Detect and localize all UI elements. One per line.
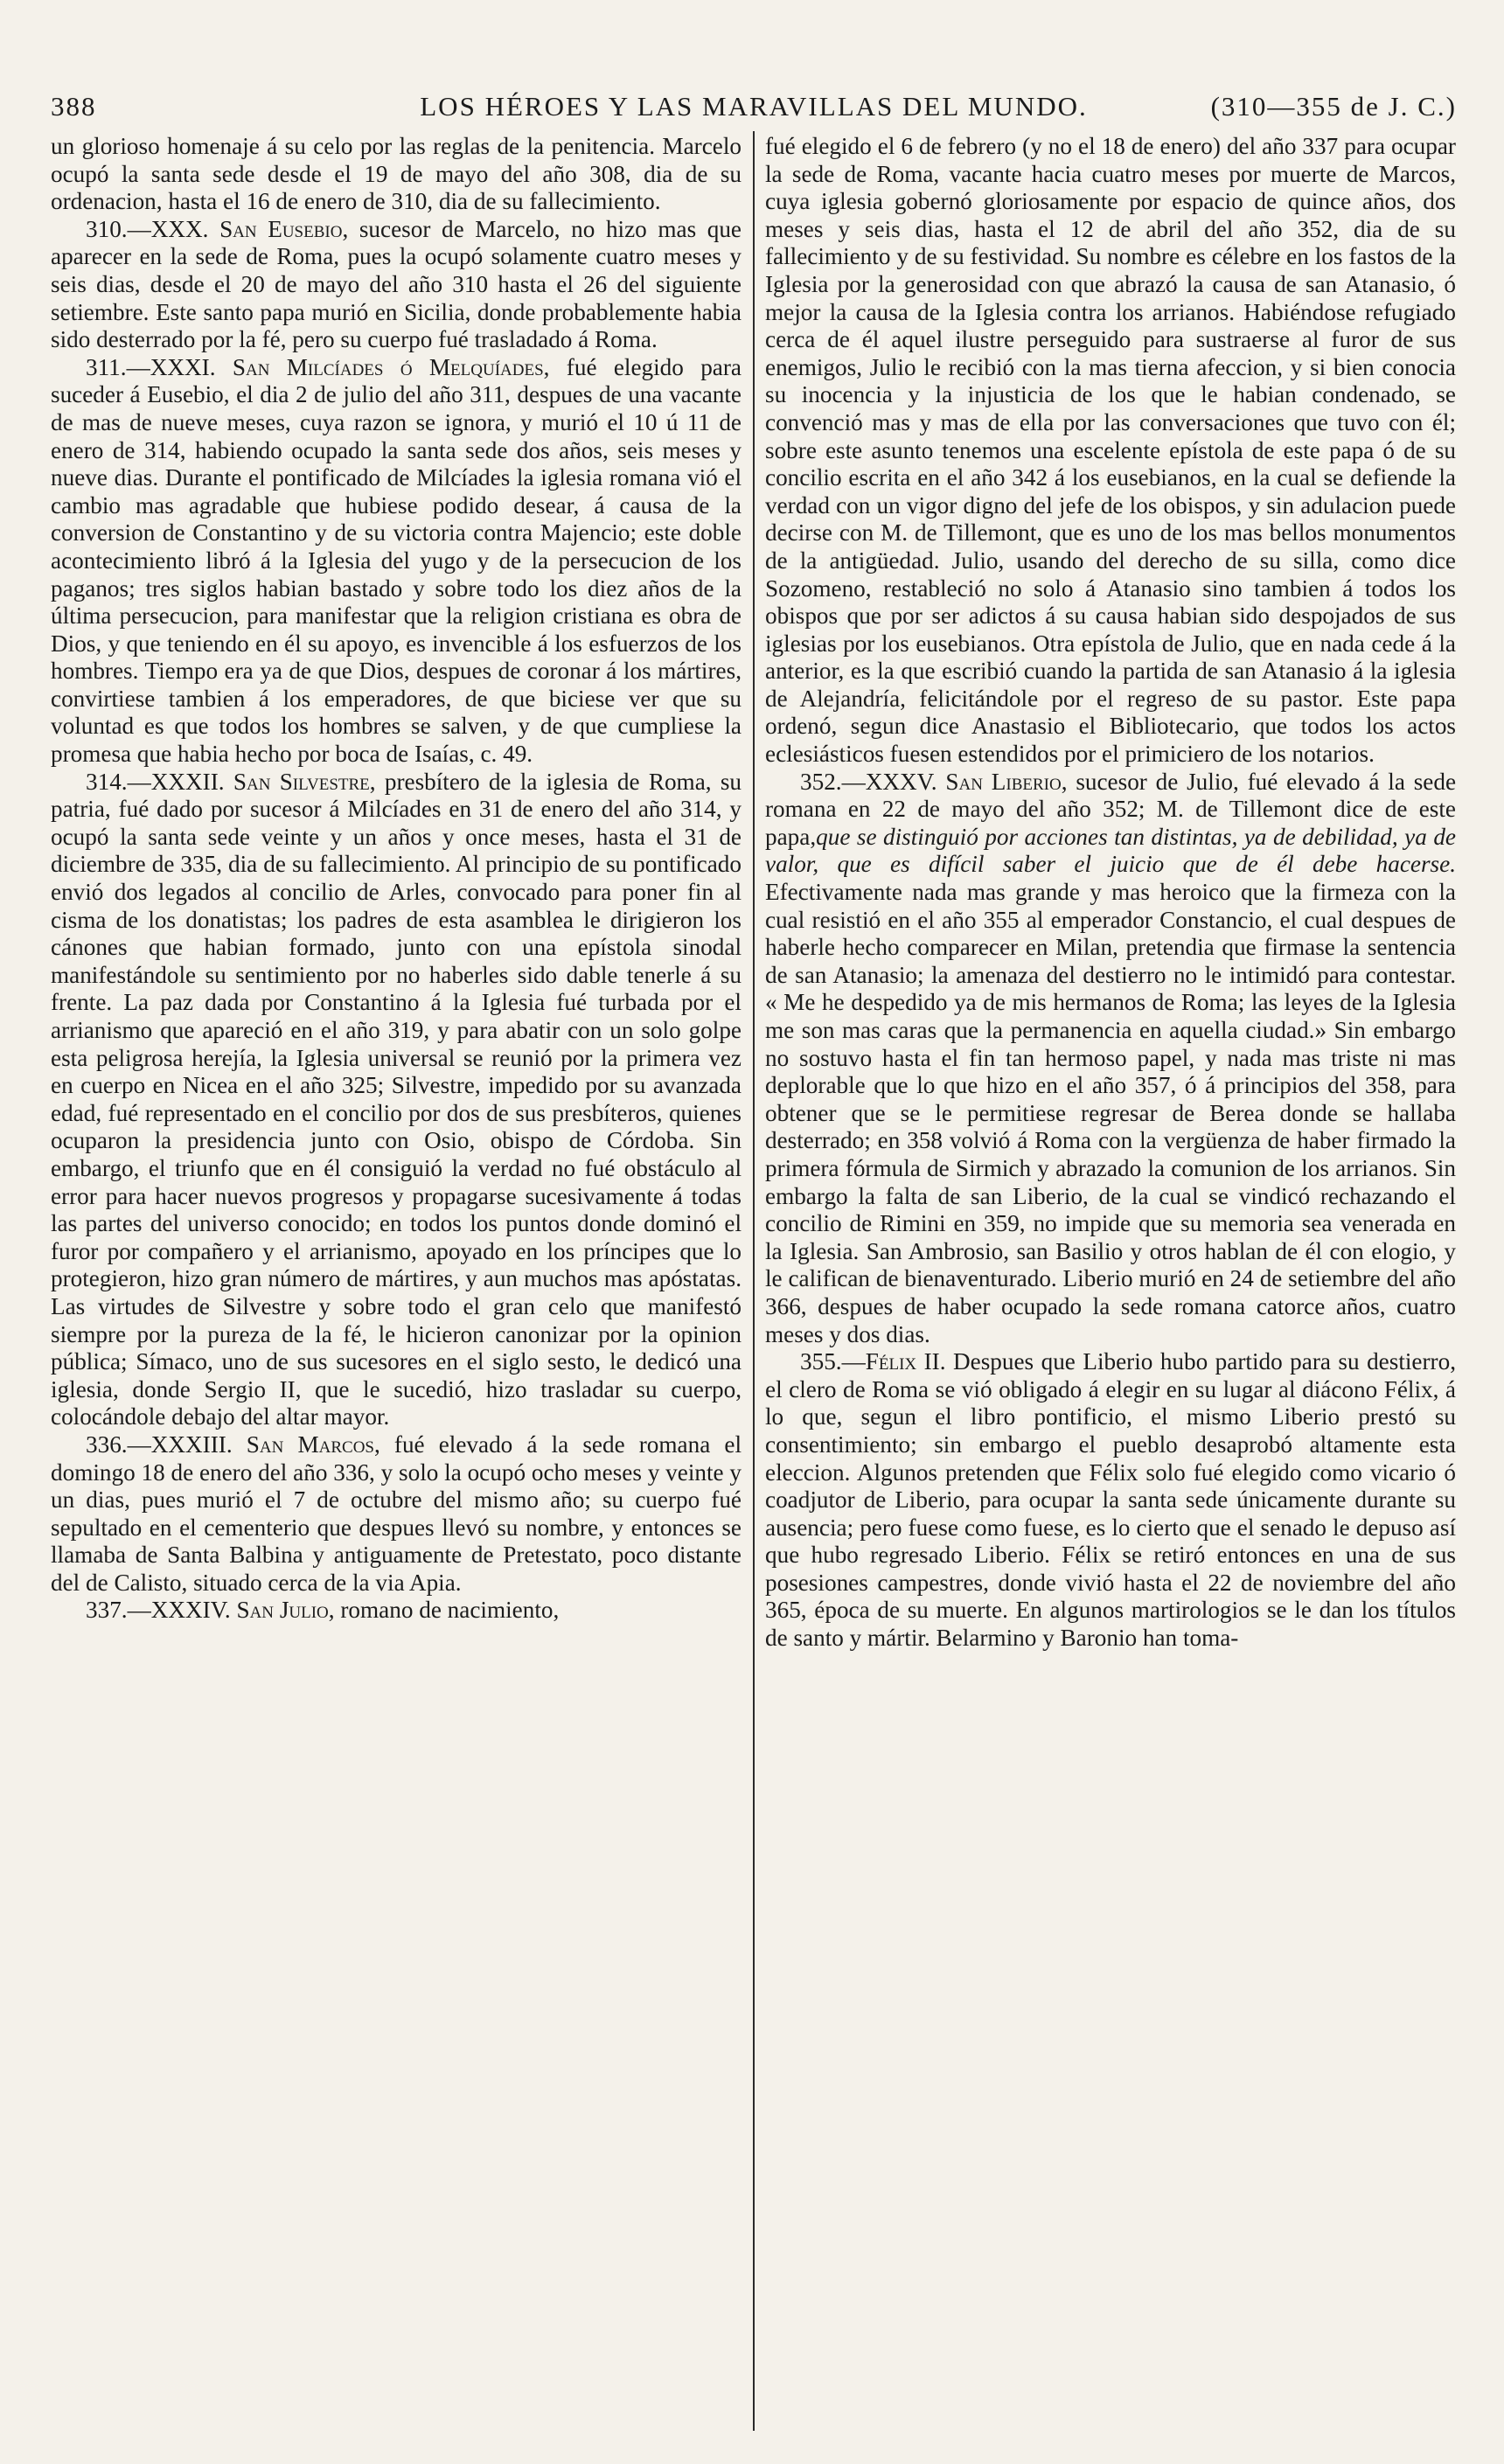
paragraph-silvestre (51, 769, 742, 1431)
entry-number: 336.—XXXIII. (86, 1430, 233, 1458)
pope-name: San Julio, (236, 1597, 335, 1624)
entry-text: sucesor de Marcelo, no hizo mas que aparecer en la sede de Roma, pues la ocupó solamente cuatro meses y seis dias, desde el 20 de mayo del año 310 hasta el 26 del siguiente setiembre. Este santo papa murió en Sicilia, donde probablemente habia sido desterrado por la fé, pero su cuerpo fué trasladado á Roma. (51, 215, 742, 353)
pope-name: San Liberio, (945, 768, 1068, 795)
entry-text: presbítero de la iglesia de Roma, su patria, fué dado por sucesor á Milcíades en 31 de enero del año 314, y ocupó la santa sede veinte y un años y once meses, hasta el 31 de diciembre de 335, dia de su fallecimiento. Al principio de su pontificado envió dos legados al concilio de Arles, convocado para poner fin al cisma de los donatistas; los padres de esta asamblea le dirigieron los cánones que habian formado, junto con una epístola sinodal manifestándole su sentimiento por no haberles sido dable tenerle á su frente. La paz dada por Constantino á la Iglesia fué turbada por el arrianismo que apareció en el año 319, y para abatir con un solo golpe esta peligrosa herejía, la Iglesia universal se reunió por la primera vez en cuerpo en Nicea en el año 325; Silvestre, impedido por su avanzada edad, fué representado en el concilio por dos de sus presbíteros, quienes ocuparon la presidencia junto con Osio, obispo de Córdoba. Sin embargo, el triunfo que en él consiguió la verdad no fué obstáculo al error para hacer nuevos progresos y propagarse sucesivamente á todas las partes del universo conocido; en todos los puntos donde dominó el furor por compañero y el arrianismo, apoyado en los príncipes que lo protegieron, hizo gran número de mártires, y aun muchos mas apóstatas. Las virtudes de Silvestre y sobre todo el gran celo que manifestó siempre por la pureza de la fé, le hicieron canonizar por la opinion pública; Símaco, uno de sus sucesores en el siglo sesto, le dedicó una iglesia, donde Sergio II, que le sucedió, hizo trasladar su cuerpo, colocándole debajo del altar mayor. (51, 768, 742, 1430)
pope-name: San Silvestre, (233, 768, 376, 795)
pope-name: San Eusebio, (219, 215, 349, 242)
paragraph-eusebio (51, 216, 742, 354)
entry-text: romano de nacimiento, (340, 1597, 560, 1624)
paragraph-milciades (51, 354, 742, 769)
entry-text: Despues que Liberio hubo partido para su destierro, el clero de Roma se vió obligado á elegir en su lugar al diácono Félix, á lo que, segun el libro pontificio, el mismo Liberio prestó su consentimiento; sin embargo el pueblo desaprobó altamente esta eleccion. Algunos pretenden que Félix solo fué elegido como vicario ó coadjutor de Liberio, para ocupar la santa sede únicamente durante su ausencia; pero fuese como fuese, es lo cierto que el senado le depuso así que hubo regresado Liberio. Félix se retiró entonces en una de sus posesiones campestres, donde vivió hasta el 22 de noviembre del año 365, época de su muerte. En algunos martirologios se le dan los títulos de santo y mártir. Belarmino y Baronio han toma- (765, 1348, 1456, 1652)
tillemont-quote: que se distinguió por acciones tan distintas, ya de debilidad, ya de valor, que es difícil saber el juicio que de él debe hacerse. (765, 823, 1456, 878)
pope-name: San Marcos, (246, 1430, 380, 1458)
paragraph-felix (765, 1348, 1456, 1653)
entry-number: 355.— (800, 1348, 866, 1375)
entry-text: sucesor de Julio, fué elevado á la sede romana en 22 de mayo del año 352; M. de Tillemont dice de este papa, (765, 768, 1457, 850)
left-column (51, 133, 742, 1625)
paragraph-julio-cont: fué elegido el 6 de febrero (y no el 18 de enero) del año 337 para ocupar la sede de Roma, vacante hacia cuatro meses por muerte de Marcos, cuya iglesia gobernó gloriosamente por espacio de quince años, dos meses y seis dias, hasta el 12 de abril del año 352, dia de su fallecimiento y de su festividad. Su nombre es célebre en los fastos de la Iglesia por la generosidad con que abrazó la causa de san Atanasio, ó mejor la causa de la Iglesia contra los arrianos. Habiéndose refugiado cerca de él aquel ilustre perseguido para sustraerse al furor de sus enemigos, Julio le recibió con la mas tierna afeccion, y si bien conocia su inocencia y la injusticia de los que le habian condenado, se convenció mas y mas de ella por las conversaciones que tuvo con él; sobre este asunto tenemos una escelente epístola de este papa ó de su concilio escrita en el año 342 á los eusebianos, en la cual se defiende la verdad con un vigor digno del jefe de los obispos, y sin adulacion puede decirse con M. de Tillemont, que es uno de los mas bellos monumentos de la antigüedad. Julio, usando del derecho de su silla, como dice Sozomeno, restableció no solo á Atanasio sino tambien á todos los obispos que por ser adictos á su causa habian sido despojados de sus iglesias por los eusebianos. Otra epístola de Julio, que en nada cede á la anterior, es la que escribió cuando la partida de san Atanasio á la iglesia de Alejandría, felicitándole por el regreso de su pastor. Este papa ordenó, segun dice Anastasio el Bibliotecario, que todos los actos eclesiásticos fuesen estendidos por el primiciero de los notarios. (765, 133, 1456, 768)
pope-name: Félix II. (865, 1348, 946, 1375)
running-title: LOS HÉROES Y LAS MARAVILLAS DEL MUNDO. (420, 91, 1088, 122)
page-number: 388 (51, 91, 97, 122)
entry-number: 314.—XXXII. (86, 768, 225, 795)
entry-number: 352.—XXXV. (800, 768, 937, 795)
column-divider (753, 131, 755, 2431)
paragraph-julio-start (51, 1597, 742, 1625)
date-range: (310—355 de J. C.) (1210, 91, 1457, 122)
entry-number: 311.—XXXI. (86, 353, 216, 380)
pope-name: San Milcíades ó Melquíades, (232, 353, 550, 380)
entry-number: 310.—XXX. (86, 215, 209, 242)
paragraph-liberio (765, 769, 1456, 1348)
paragraph-marcelo-end: un glorioso homenaje á su celo por las reglas de la penitencia. Marcelo ocupó la santa sede desde el 19 de mayo del año 308, dia de su ordenacion, hasta el 16 de enero de 310, dia de su fallecimiento. (51, 133, 742, 215)
entry-number: 337.—XXXIV. (86, 1597, 231, 1624)
entry-text: Efectivamente nada mas grande y mas heroico que la firmeza con la cual resistió en el año 355 al emperador Constancio, el cual despues de haberle hecho comparecer en Milan, pretendia que firmase la sentencia de san Atanasio; la amenaza del destierro no le intimidó para contestar. « Me he despedido ya de mis hermanos de Roma; las leyes de la Iglesia me son mas caras que la permanencia en aquella ciudad.» Sin embargo no sostuvo hasta el fin tan hermoso papel, y nada mas triste ni mas deplorable que lo que hizo en el año 357, ó á principios del 358, para obtener que se le permitiese regresar de Berea donde se hallaba desterrado; en 358 volvió á Roma con la vergüenza de haber firmado la primera fórmula de Sirmich y abrazado la comunion de los arrianos. Sin embargo la falta de san Liberio, de la cual se vindicó rechazando el concilio de Rimini en 359, no impide que su memoria sea venerada en la Iglesia. San Ambrosio, san Basilio y otros hablan de él con elogio, y le califican de bienaventurado. Liberio murió en 24 de setiembre del año 366, despues de haber ocupado la sede romana catorce años, cuatro meses y dos dias. (765, 879, 1456, 1347)
entry-text: fué elegido para suceder á Eusebio, el dia 2 de julio del año 311, despues de una vacante de mas de nueve meses, cuya razon se ignora, y murió el 10 ú 11 de enero de 314, habiendo ocupado la santa sede dos años, seis meses y nueve dias. Durante el pontificado de Milcíades la iglesia romana vió el cambio mas agradable que hubiese podido desear, á causa de la conversion de Constantino y de su victoria contra Majencio; este doble acontecimiento libró á la Iglesia del yugo y de la persecucion de los paganos; tres siglos habian bastado y sobre todo los diez años de la última persecucion, para manifestar que la religion cristiana es obra de Dios, y que teniendo en él su apoyo, es invencible á los esfuerzos de los hombres. Tiempo era ya de que Dios, despues de coronar á los mártires, convirtiese tambien á los emperadores, de que biciese ver que su voluntad es que todos los hombres se salven, y de que cumpliese la promesa que habia hecho por boca de Isaías, c. 49. (51, 353, 742, 768)
entry-text: fué elevado á la sede romana el domingo 18 de enero del año 336, y solo la ocupó ocho meses y veinte y un dias, pues murió el 7 de octubre del mismo año; su cuerpo fué sepultado en el cementerio que despues llevó su nombre, y entonces se llamaba de Santa Balbina y antiguamente de Pretestato, poco distante del de Calisto, situado cerca de la via Apia. (51, 1430, 742, 1596)
paragraph-marcos (51, 1431, 742, 1597)
running-header (51, 84, 1457, 128)
right-column (765, 133, 1456, 1653)
